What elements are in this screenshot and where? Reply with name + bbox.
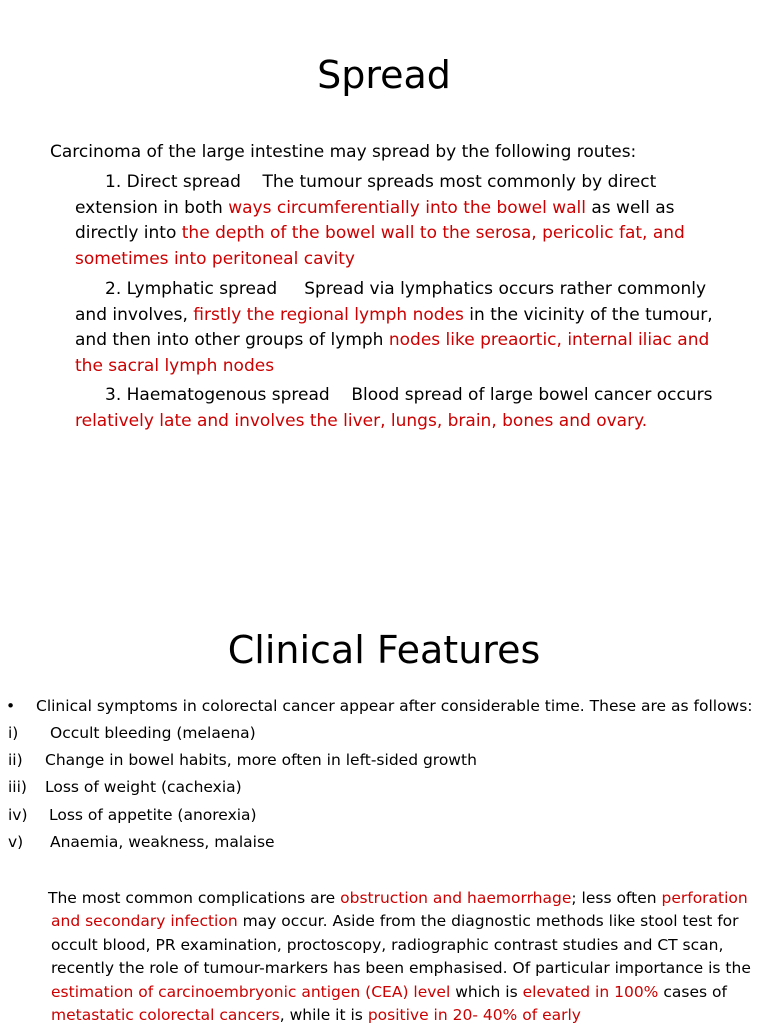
route-text: as well as directly into [75, 197, 675, 243]
para-text: cases of [658, 982, 727, 1001]
item-text: Loss of weight (cachexia) [45, 778, 242, 796]
route-text: The tumour spreads most commonly by direct extension in both [75, 172, 657, 218]
item-text: Anaemia, weakness, malaise [50, 833, 275, 851]
para-text: which is [450, 982, 523, 1001]
item-number: iii) [8, 778, 27, 796]
route-text: Spread via lymphatics occurs rather commonly and involves, [75, 279, 707, 325]
para-highlight: metastatic colorectal cancers [51, 1006, 280, 1025]
para-highlight: elevated in 100% [522, 982, 659, 1001]
route-highlight: the depth of the bowel wall to the serosa, pericolic fat, and sometimes into peritoneal cavity [75, 223, 685, 269]
item-number: iv) [8, 806, 28, 824]
route-highlight: nodes like preaortic, internal iliac and the sacral lymph nodes [75, 330, 710, 376]
para-highlight: estimation of carcinoembryonic antigen (CEA) level [51, 982, 451, 1001]
item-number: ii) [8, 751, 23, 769]
para-text: may occur. Aside from the diagnostic methods like stool test for occult blood, PR examination, proctoscopy, radiographic contrast studies and CT scan, recently the role of tumour-markers has been emphasised. Of particular importance is the [51, 912, 751, 978]
item-number: v) [8, 833, 24, 851]
route-label: 2. Lymphatic spread [105, 279, 278, 299]
item-text: Occult bleeding (melaena) [50, 724, 256, 742]
bullet-text: Clinical symptoms in colorectal cancer appear after considerable time. These are as follows: [36, 697, 753, 715]
complications-paragraph [48, 887, 763, 1027]
slide-clinical-features [0, 512, 768, 1024]
route-highlight: ways circumferentially into the bowel wall [228, 197, 586, 218]
bullet-dot-icon: • [6, 697, 16, 715]
route-highlight: firstly the regional lymph nodes [193, 304, 464, 325]
para-highlight: positive in 20- 40% of early [367, 1006, 581, 1025]
route-highlight: relatively late and involves the liver, lungs, brain, bones and ovary. [75, 410, 648, 431]
para-highlight: obstruction and haemorrhage [340, 889, 572, 907]
route-label: 3. Haematogenous spread [105, 385, 330, 405]
route-lymphatic-spread [75, 277, 735, 379]
slide-spread [0, 0, 768, 512]
item-number: i) [8, 724, 19, 742]
route-text: in the vicinity of the tumour, and then into other groups of lymph [75, 304, 713, 350]
item-text: Loss of appetite (anorexia) [49, 806, 257, 824]
route-label: 1. Direct spread [105, 172, 241, 192]
para-text: , while it is [279, 1006, 368, 1025]
spread-intro: Carcinoma of the large intestine may spread by the following routes: [50, 142, 637, 162]
slide-title-spread: Spread [317, 53, 451, 97]
route-text: Blood spread of large bowel cancer occurs [351, 385, 713, 405]
para-text: The most common complications are [48, 889, 341, 907]
route-haematogenous-spread [75, 383, 735, 434]
route-direct-spread [75, 170, 735, 272]
para-highlight: perforation and secondary infection [51, 889, 748, 931]
para-text: ; less often [571, 889, 662, 907]
slide-title-clinical-features: Clinical Features [227, 628, 541, 672]
item-text: Change in bowel habits, more often in left-sided growth [45, 751, 477, 769]
